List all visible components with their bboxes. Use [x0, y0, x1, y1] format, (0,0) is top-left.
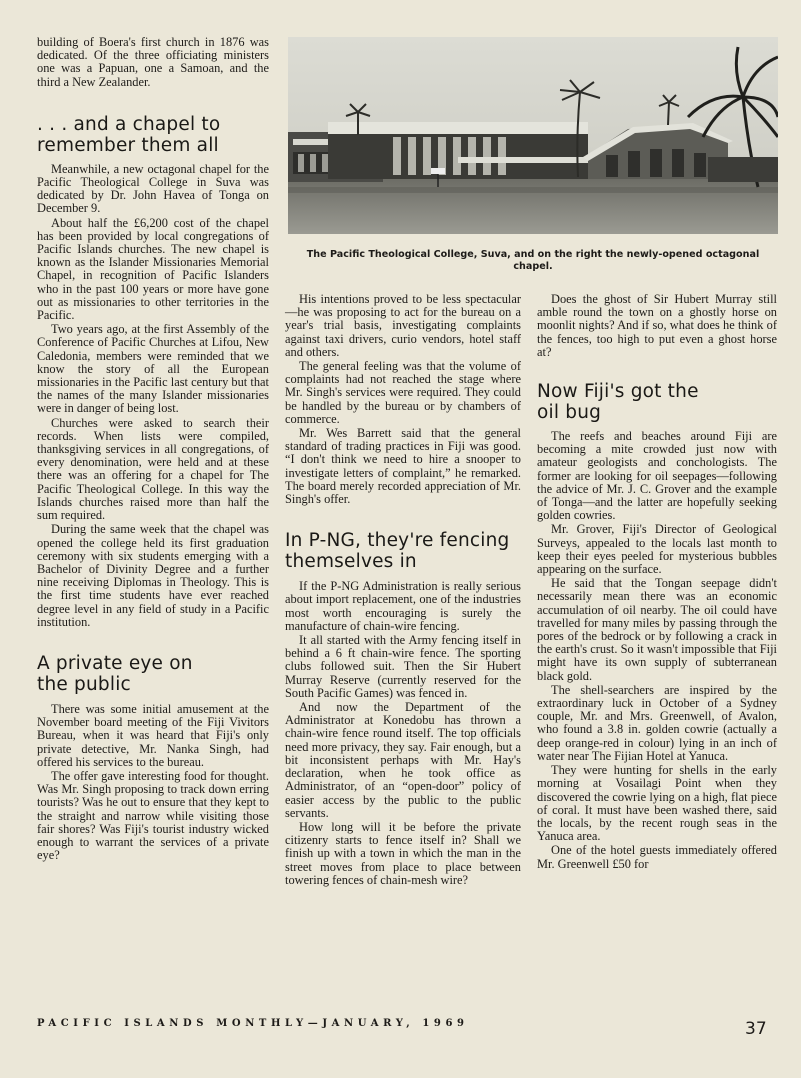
- paragraph: building of Boera's first church in 1876 was dedicated. Of the three officiating ministers one was a Papuan, one a Samoan, and the third a New Zealander.: [37, 35, 269, 89]
- column-right: [537, 293, 777, 871]
- heading-png-fencing: In P-NG, they're fencing themselves in: [285, 530, 510, 573]
- paragraph: The reefs and beaches around Fiji are becoming a mite crowded just now with amateur geologists and conchologists. The former are looking for oil seepages—following the advice of Mr. J. C. Grover and the example of Tonga—and the latter are hopefully seeking golden cowries.: [537, 429, 777, 523]
- paragraph: During the same week that the chapel was opened the college held its first graduation ceremony with six students emerging with a Bachelor of Divinity Degree and a further nine receiving Diplomas in Theology. This is the first time students have ever reached degree level in any field of study in a Pacific institution.: [37, 522, 269, 629]
- page-number: 37: [745, 1019, 767, 1039]
- paragraph: Churches were asked to search their records. When lists were compiled, thanksgiving services in all congregations, of every denomination, were held and at these there was an offering for a chapel for The Pacific Theological College. In this way the Islands churches raised more than half the sum required.: [37, 415, 269, 523]
- heading-private-eye: A private eye on the public: [37, 652, 193, 695]
- private-eye-article: [37, 703, 269, 862]
- paragraph: Mr. Grover, Fiji's Director of Geological Surveys, appealed to the locals last month to keep their eyes peeled for mysterious bubbles appearing on the surface.: [537, 522, 777, 577]
- paragraph: The general feeling was that the volume of complaints had not reached the stage where Mr. Singh's services were required. They could be handled by the bureau or by chambers of commerce.: [285, 359, 521, 426]
- paragraph: Does the ghost of Sir Hubert Murray still amble round the town on a ghostly horse on moonlit nights? And if so, what does he think of the fences, too high to put even a ghost horse at?: [537, 292, 777, 359]
- college-photo-image: [288, 37, 778, 234]
- private-eye-article-continued: [285, 293, 521, 506]
- photo-caption: The Pacific Theological College, Suva, and on the right the newly-opened octagonal chapel.: [306, 249, 760, 272]
- college-photo: [288, 37, 778, 234]
- paragraph: He said that the Tongan seepage didn't necessarily mean there was an economic accumulation of oil nearby. The oil could have travelled for many miles by passing through the pores of the bedrock or by following a crack in the earth's crust. So it wasn't impossible that Fiji might have its own supply of subterranean black gold.: [537, 576, 777, 683]
- png-fencing-article: [285, 580, 521, 887]
- paragraph: The offer gave interesting food for thought. Was Mr. Singh proposing to track down erring tourists? Was he out to ensure that they kept to the straight and narrow while visiting those fair shores? Was Fiji's tourist industry wicked enough to warrant the services of a private eye?: [37, 768, 269, 863]
- paragraph: One of the hotel guests immediately offered Mr. Greenwell £50 for: [537, 843, 777, 871]
- paragraph: And now the Department of the Administrator at Konedobu has thrown a chain-wire fence round itself. The top officials need more privacy, they say. Fair enough, but a bit inconsistent perhaps with Mr. Hay's declaration, when he took office as Administrator, of an “open-door” policy of easier access by the public to the public servants.: [285, 700, 521, 820]
- paragraph: It all started with the Army fencing itself in behind a 6 ft chain-wire fence. The sporting clubs followed suit. Then the Sir Hubert Murray Reserve (currently reserved for the South Pacific Games) was fenced in.: [285, 633, 521, 700]
- column-left: [37, 36, 269, 862]
- running-footer: PACIFIC ISLANDS MONTHLY—JANUARY, 1969: [37, 1018, 469, 1029]
- heading-fiji-oil: Now Fiji's got the oil bug: [537, 381, 699, 424]
- paragraph: How long will it be before the private citizenry starts to fence itself in? Shall we finish up with a town in which the man in the street moves from place to place between towering fences of chain-mesh wire?: [285, 819, 521, 887]
- paragraph: His intentions proved to be less spectacular—he was proposing to act for the bureau on a year's trial basis, investigating complaints against taxi drivers, curio vendors, hotel staff and others.: [285, 292, 521, 359]
- chapel-article: [37, 163, 269, 629]
- paragraph: If the P-NG Administration is really serious about import replacement, one of the industries most worth encouraging is surely the manufacture of chain-wire fencing.: [285, 579, 521, 633]
- paragraph: They were hunting for shells in the early morning at Vosailagi Point when they discovered the cowrie lying on a high, flat piece of coral. It must have been washed there, said the locals, by the recent rough seas in the Yanuca area.: [537, 763, 777, 844]
- paragraph: About half the £6,200 cost of the chapel has been provided by local congregations of Pacific Islands churches. The new chapel is known as the Islander Missionaries Memorial Chapel, in recognition of Pacific Islanders who in the past 100 years or more have gone out as missionaries to other territories in the Pacific.: [37, 215, 269, 323]
- png-fencing-article-continued: [537, 293, 777, 359]
- heading-chapel: . . . and a chapel to remember them all: [37, 113, 221, 156]
- paragraph: Mr. Wes Barrett said that the general standard of trading practices in Fiji was good. “I don't think we need to hire a snooper to investigate letters of complaint,” he remarked. The board merely recorded appreciation of Mr. Singh's offer.: [285, 426, 521, 507]
- column-middle: [285, 293, 521, 887]
- fiji-oil-article: [537, 430, 777, 871]
- paragraph: There was some initial amusement at the November board meeting of the Fiji Vivitors Bureau, when it was heard that Fiji's only private detective, Mr. Nanka Singh, had offered his services to the bureau.: [37, 701, 269, 769]
- paragraph: Meanwhile, a new octagonal chapel for the Pacific Theological College in Suva was dedicated by Dr. John Havea of Tonga on December 9.: [37, 161, 269, 216]
- paragraph: The shell-searchers are inspired by the extraordinary luck in October of a Sydney couple, Mr. and Mrs. Greenwell, of Avalon, who found a 3.8 in. golden cowrie (actually a deep orange-red in colour) lying in an inch of water near The Fijian Hotel at Yanuca.: [537, 682, 777, 763]
- paragraph: Two years ago, at the first Assembly of the Conference of Pacific Churches at Lifou, New Caledonia, members were reminded that we know the story of all the European missionaries in the Pacific last century but that the names of the many Islander missionaries were in danger of being lost.: [37, 322, 269, 416]
